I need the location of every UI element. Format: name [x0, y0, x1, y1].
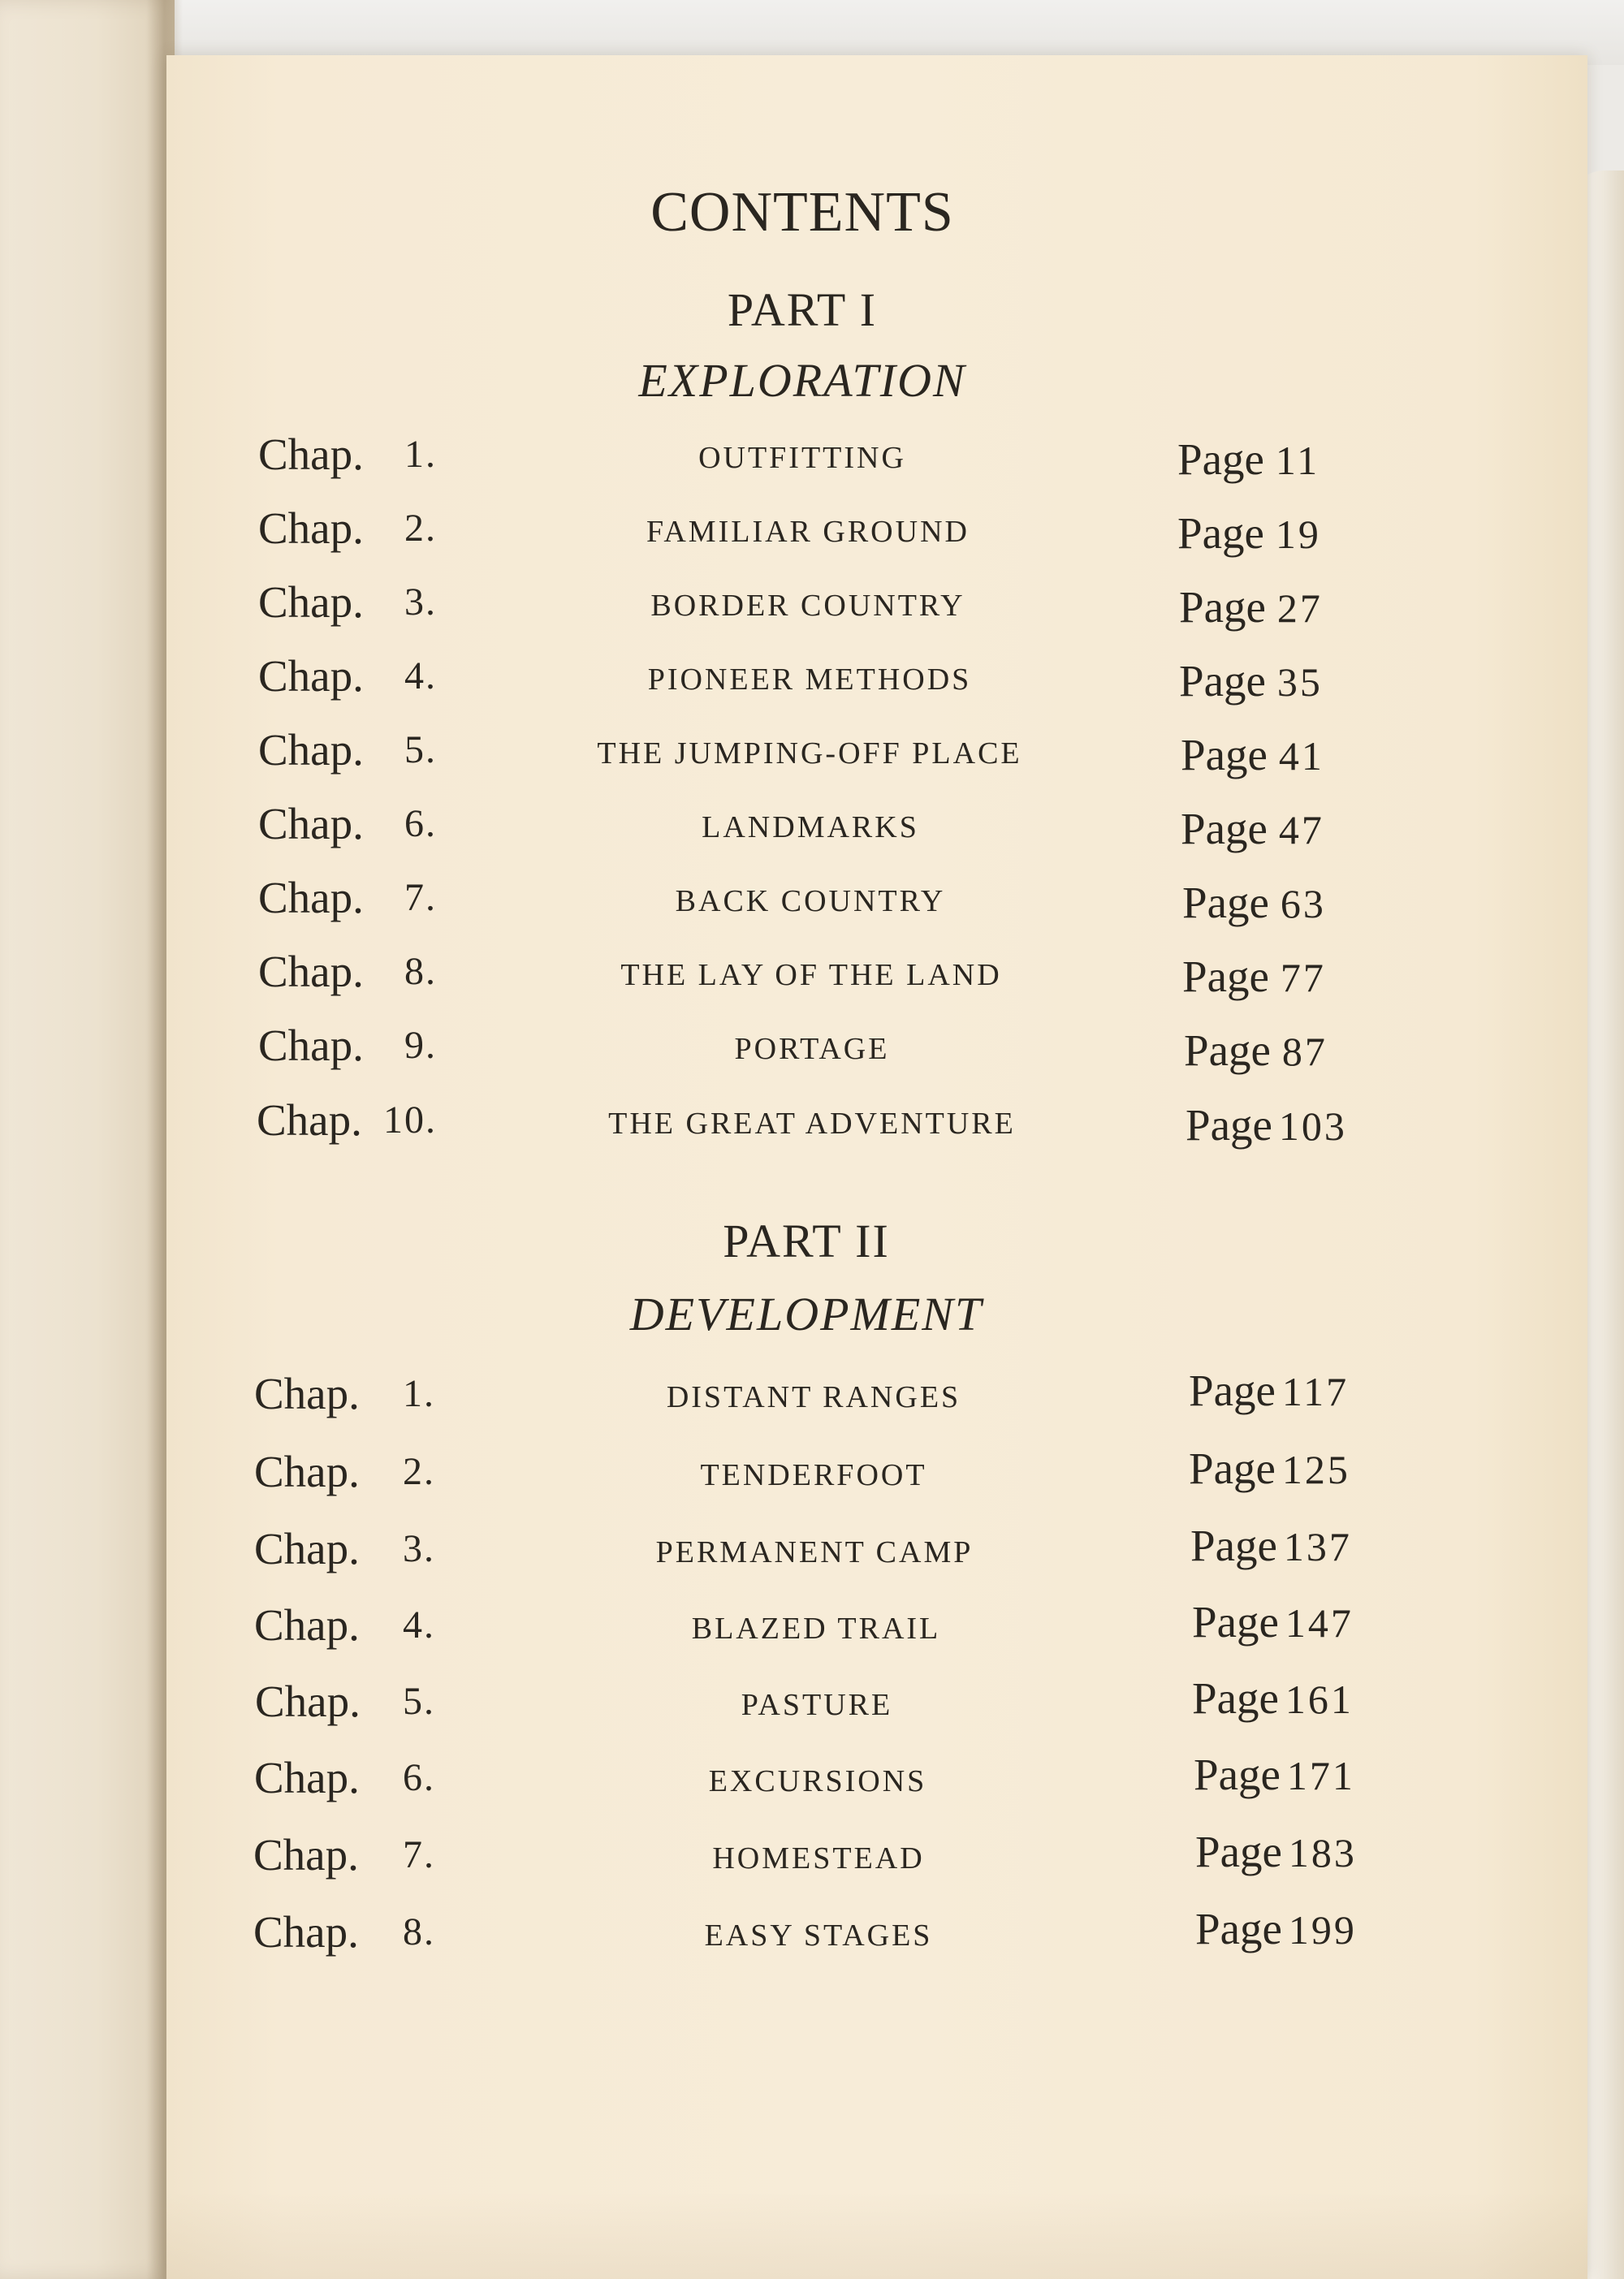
- chapter-number: 10.: [383, 1098, 437, 1142]
- page-label: Page: [1186, 1100, 1272, 1150]
- chapter-number: 7.: [404, 876, 437, 919]
- page-number: 19: [1275, 511, 1321, 557]
- page-reference: [1179, 655, 1323, 706]
- page-label: Page: [1195, 1904, 1282, 1953]
- page-number: 147: [1285, 1600, 1354, 1646]
- page-label: Page: [1190, 1521, 1277, 1570]
- chapter-title: THE LAY OF THE LAND: [620, 958, 1002, 992]
- page-reference: [1189, 1443, 1350, 1494]
- chapter-title: DISTANT RANGES: [666, 1380, 961, 1414]
- page-number: 199: [1288, 1907, 1357, 1953]
- chapter-number: 4.: [403, 1604, 435, 1647]
- page-reference: [1182, 877, 1326, 928]
- page-label: Page: [1195, 1827, 1282, 1876]
- page-reference: [1177, 434, 1320, 485]
- page-label: Page: [1194, 1750, 1281, 1799]
- page-number: 183: [1288, 1830, 1357, 1875]
- chapter-number: 7.: [403, 1833, 435, 1876]
- page-label: Page: [1184, 1025, 1271, 1075]
- chapter-title: BLAZED TRAIL: [691, 1612, 941, 1646]
- page-label: Page: [1179, 656, 1266, 706]
- page-number: 103: [1278, 1103, 1347, 1149]
- page-number: 171: [1286, 1753, 1355, 1798]
- chapter-title: TENDERFOOT: [700, 1458, 927, 1492]
- chapter-label: Chap.: [258, 429, 364, 479]
- page-number: 77: [1280, 955, 1326, 1000]
- part-subtitle: DEVELOPMENT: [629, 1288, 983, 1340]
- page-reference: [1190, 1520, 1352, 1571]
- chapter-label: Chap.: [258, 873, 364, 922]
- page-reference: [1194, 1749, 1355, 1800]
- chapter-number: 6.: [403, 1756, 435, 1799]
- page-reference: [1181, 803, 1324, 854]
- page-number: 87: [1281, 1029, 1328, 1074]
- page-number: 11: [1275, 438, 1320, 483]
- chapter-label: Chap.: [258, 503, 364, 553]
- page-number: 41: [1278, 733, 1324, 779]
- page-number: 47: [1278, 807, 1324, 852]
- chapter-number: 4.: [404, 654, 437, 697]
- page-reference: [1181, 729, 1324, 780]
- chapter-number: 1.: [404, 433, 437, 476]
- page-label: Page: [1181, 730, 1268, 779]
- page-reference: [1179, 581, 1323, 632]
- chapter-number: 5.: [404, 728, 437, 771]
- page-label: Page: [1179, 582, 1266, 632]
- chapter-title: PIONEER METHODS: [647, 663, 972, 697]
- chapter-label: Chap.: [254, 1753, 360, 1802]
- chapter-label: Chap.: [253, 1907, 359, 1957]
- page-reference: [1192, 1596, 1354, 1647]
- chapter-number: 8.: [403, 1910, 435, 1953]
- chapter-label: Chap.: [258, 577, 364, 627]
- page-label: Page: [1177, 434, 1264, 484]
- page-label: Page: [1182, 952, 1269, 1001]
- page-label: Page: [1189, 1444, 1276, 1493]
- chapter-title: BACK COUNTRY: [675, 884, 946, 918]
- chapter-label: Chap.: [258, 947, 364, 996]
- chapter-number: 3.: [403, 1527, 435, 1570]
- chapter-title: FAMILIAR GROUND: [646, 515, 970, 549]
- chapter-label: Chap.: [255, 1677, 361, 1726]
- chapter-label: Chap.: [254, 1369, 360, 1418]
- page-label: Page: [1181, 804, 1268, 853]
- chapter-label: Chap.: [258, 725, 364, 775]
- chapter-number: 2.: [403, 1450, 435, 1493]
- page-title: CONTENTS: [650, 181, 954, 244]
- page-number: 137: [1283, 1524, 1352, 1569]
- chapter-title: BORDER COUNTRY: [650, 589, 965, 623]
- chapter-label: Chap.: [258, 651, 364, 701]
- page-reference: [1184, 1025, 1328, 1076]
- chapter-label: Chap.: [257, 1095, 362, 1145]
- chapter-label: Chap.: [254, 1600, 360, 1650]
- chapter-number: 3.: [404, 581, 437, 624]
- page-reference: [1195, 1826, 1357, 1877]
- page-number: 125: [1281, 1447, 1350, 1492]
- chapter-label: Chap.: [253, 1830, 359, 1880]
- page-label: Page: [1192, 1597, 1279, 1647]
- chapter-number: 8.: [404, 950, 437, 993]
- chapter-number: 6.: [404, 802, 437, 845]
- chapter-label: Chap.: [254, 1524, 360, 1573]
- chapter-title: LANDMARKS: [702, 810, 919, 844]
- chapter-number: 1.: [403, 1372, 435, 1415]
- chapter-title: PORTAGE: [734, 1032, 890, 1066]
- part-subtitle: EXPLORATION: [638, 354, 966, 407]
- chapter-number: 5.: [403, 1680, 435, 1723]
- chapter-title: THE JUMPING-OFF PLACE: [597, 736, 1022, 770]
- chapter-title: PASTURE: [741, 1688, 893, 1722]
- page-label: Page: [1192, 1673, 1279, 1723]
- chapter-number: 2.: [404, 507, 437, 550]
- chapter-title: THE GREAT ADVENTURE: [608, 1107, 1016, 1141]
- page-reference: [1192, 1673, 1354, 1724]
- part-title: PART II: [723, 1215, 890, 1267]
- page-label: Page: [1189, 1366, 1276, 1415]
- page-label: Page: [1177, 508, 1264, 558]
- page-reference: [1177, 507, 1321, 559]
- part-title: PART I: [727, 283, 878, 336]
- chapter-label: Chap.: [258, 1021, 364, 1070]
- page-reference: [1186, 1099, 1347, 1150]
- chapter-title: EASY STAGES: [704, 1919, 933, 1953]
- page-shadow: [166, 2192, 1587, 2279]
- chapter-title: PERMANENT CAMP: [655, 1535, 974, 1569]
- chapter-title: HOMESTEAD: [712, 1841, 925, 1875]
- chapter-label: Chap.: [254, 1447, 360, 1496]
- chapter-title: EXCURSIONS: [708, 1764, 927, 1798]
- page-number: 27: [1276, 585, 1323, 631]
- chapter-title: OUTFITTING: [698, 441, 906, 475]
- page-number: 161: [1285, 1677, 1354, 1722]
- page-reference: [1195, 1903, 1357, 1954]
- page-label: Page: [1182, 878, 1269, 927]
- chapter-label: Chap.: [258, 799, 364, 848]
- page-number: 117: [1281, 1369, 1350, 1414]
- page-reference: [1182, 951, 1326, 1002]
- page-number: 63: [1280, 881, 1326, 926]
- page-reference: [1189, 1365, 1349, 1416]
- chapter-number: 9.: [404, 1024, 437, 1067]
- page-number: 35: [1276, 659, 1323, 705]
